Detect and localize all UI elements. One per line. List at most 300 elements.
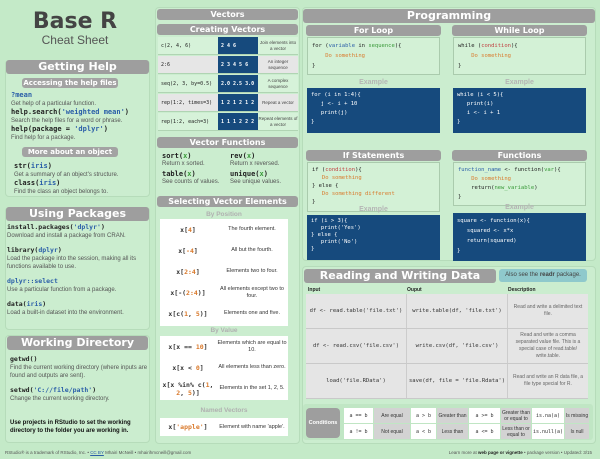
func-example-label: Example xyxy=(505,204,534,211)
code-token: 2:4 xyxy=(184,267,196,276)
function-code xyxy=(162,152,230,160)
code-token: x[ xyxy=(180,225,188,234)
select-code xyxy=(160,289,216,297)
function-arg: x xyxy=(183,152,188,160)
while-example xyxy=(453,88,586,133)
select-description: Elements in the set 1, 2, 5. xyxy=(219,385,285,391)
condition-meaning: Greater than xyxy=(437,408,468,423)
code-token: while ( xyxy=(458,43,482,49)
io-output: write.csv(df, 'file.csv') xyxy=(407,329,508,363)
code-token: ){ xyxy=(554,167,561,173)
code-line: } xyxy=(311,246,315,252)
wd-note: Use projects in RStudio to set the working directory to the folder you are working in. xyxy=(10,420,131,434)
vector-function xyxy=(230,152,298,168)
func-example xyxy=(453,213,586,261)
code-token: iris xyxy=(39,179,57,187)
help-item xyxy=(7,277,149,294)
code-token: x[x < xyxy=(172,363,196,372)
code-snippet xyxy=(7,246,149,255)
code-line: print(i) xyxy=(457,101,494,107)
col-description: Description xyxy=(508,287,536,293)
function-name: sort xyxy=(162,152,179,160)
by-value-label: By Value xyxy=(210,327,238,334)
code-token: } xyxy=(312,199,316,205)
vector-code: 2:6 xyxy=(161,61,171,68)
select-code xyxy=(160,247,216,255)
select-row xyxy=(160,261,288,282)
code-token: } xyxy=(458,63,462,69)
creating-vector-row xyxy=(158,75,298,93)
code-token: Do something xyxy=(458,53,511,59)
function-name: table xyxy=(162,170,184,178)
code-token: 'weighted mean' xyxy=(61,108,125,116)
code-token: ) xyxy=(47,162,52,170)
select-row xyxy=(160,219,288,240)
code-line: print('No') xyxy=(311,239,358,245)
vector-description: Repeat a vector xyxy=(262,99,294,105)
code-token: ){ xyxy=(511,43,518,49)
vector-function xyxy=(230,170,298,186)
code-token: x[-( xyxy=(170,288,187,297)
code-token: iris xyxy=(30,162,48,170)
help-item xyxy=(10,386,148,403)
paren: ( xyxy=(242,152,247,160)
code-line: print('Yes') xyxy=(311,225,361,231)
code-line: square <- function(x){ xyxy=(457,218,530,224)
code-snippet xyxy=(7,300,149,309)
code-line xyxy=(312,182,435,190)
vector-code: seq(2, 3, by=0.5) xyxy=(161,80,213,87)
code-snippet xyxy=(7,223,149,232)
code-token: for ( xyxy=(312,43,329,49)
code-line xyxy=(312,190,435,198)
code-line: } xyxy=(457,248,461,254)
code-token: 5 xyxy=(188,388,192,397)
help-item xyxy=(11,91,149,108)
select-code xyxy=(160,226,216,234)
selecting-elements-header: Selecting Vector Elements xyxy=(157,196,298,207)
code-token: x[ xyxy=(178,246,187,255)
code-token: 4 xyxy=(187,225,192,234)
code-token: class( xyxy=(14,179,40,187)
code-line xyxy=(458,41,581,51)
io-output: write.table(df, 'file.txt') xyxy=(407,294,508,328)
function-name: unique xyxy=(230,170,256,178)
paren: ( xyxy=(255,170,260,178)
code-token: library( xyxy=(7,246,39,254)
condition-meaning: Less than xyxy=(437,424,468,439)
code-token: ?mean xyxy=(11,91,33,99)
vector-description: An integer sequence xyxy=(267,58,289,70)
code-snippet xyxy=(11,108,149,117)
condition-operator: a == b xyxy=(344,408,373,423)
code-token: in xyxy=(355,43,369,49)
code-token: )] xyxy=(197,288,206,297)
vectors-header: Vectors xyxy=(157,9,298,20)
vector-output: 2.0 2.5 3.0 xyxy=(218,75,258,92)
packages-list xyxy=(7,223,149,323)
select-row xyxy=(160,240,288,261)
code-token: 1 xyxy=(205,380,210,389)
condition-operator: is.null(a) xyxy=(532,424,564,439)
code-token: ] xyxy=(191,225,196,234)
io-row xyxy=(306,294,588,329)
col-input: Input xyxy=(308,287,321,293)
select-code xyxy=(160,381,216,397)
help-item xyxy=(14,162,149,179)
code-token: <- function( xyxy=(501,167,545,173)
io-table-header xyxy=(306,287,588,293)
footer-author: Mhairi McNeill • mhairihmcneill@gmail.com xyxy=(103,450,192,455)
func-header: Functions xyxy=(452,150,587,161)
condition-operator: a <= b xyxy=(469,424,500,439)
code-token: 'C://file/path' xyxy=(33,386,93,394)
select-description: The fourth element. xyxy=(228,226,276,232)
code-token: ) xyxy=(100,223,105,231)
code-token: ] xyxy=(195,267,200,276)
code-token: iris xyxy=(26,300,43,308)
condition-meaning: Is null xyxy=(565,424,589,439)
select-row xyxy=(160,357,288,378)
code-token: ) xyxy=(42,300,47,308)
code-snippet xyxy=(11,91,149,100)
select-description: Elements one and five. xyxy=(224,310,280,316)
code-line: j <- i + 10 xyxy=(311,101,358,107)
license-link[interactable]: CC BY xyxy=(90,450,104,455)
code-snippet xyxy=(14,162,149,171)
function-code xyxy=(230,170,298,178)
function-arg: x xyxy=(259,170,264,178)
code-token: x[ xyxy=(168,423,177,431)
description: Load the package into the session, making all its functions available to use. xyxy=(7,256,137,270)
paren: ) xyxy=(191,170,196,178)
description: Use a particular function from a package. xyxy=(7,287,117,293)
code-token: 2 xyxy=(176,388,181,397)
io-row xyxy=(306,329,588,364)
code-token: help(package = xyxy=(11,125,75,133)
io-table xyxy=(306,294,588,399)
select-row xyxy=(160,378,288,399)
function-code xyxy=(230,152,298,160)
code-line xyxy=(312,61,435,71)
code-token: ) xyxy=(56,179,61,187)
io-header: Reading and Writing Data xyxy=(304,269,496,283)
code-token: Do something xyxy=(312,175,362,181)
code-line: } else { xyxy=(311,232,338,238)
select-code xyxy=(160,310,216,318)
code-token: ) xyxy=(534,185,538,191)
select-code xyxy=(160,268,216,276)
if-template xyxy=(307,162,440,212)
code-line: for (i in 1:4){ xyxy=(311,92,361,98)
code-token: ) xyxy=(92,386,97,394)
code-token: variable xyxy=(328,43,356,49)
code-line xyxy=(458,51,581,61)
for-template xyxy=(307,37,440,75)
vector-output: 2 4 6 xyxy=(218,37,258,54)
code-line: i <- i + 1 xyxy=(457,110,501,116)
code-token: x[ xyxy=(176,267,185,276)
code-token: ) xyxy=(57,246,62,254)
code-token: 'apple' xyxy=(176,423,204,431)
code-token: 0 xyxy=(195,363,200,372)
code-token: var xyxy=(544,167,555,173)
io-description: Read and write a delimited text file. xyxy=(513,304,583,317)
code-line xyxy=(312,198,435,206)
code-token: x[c( xyxy=(168,309,185,318)
code-token: ) xyxy=(103,125,108,133)
col-output: Ouput xyxy=(407,287,422,293)
code-token: , xyxy=(188,309,196,318)
code-line xyxy=(312,166,435,174)
io-description: Read and write an R data file, a file type special for R. xyxy=(512,374,584,387)
code-token: if ( xyxy=(312,167,326,173)
code-token: 'dplyr' xyxy=(74,125,104,133)
by-value-table xyxy=(160,336,288,400)
code-token: dplyr xyxy=(38,246,58,254)
object-subheader: More about an object xyxy=(22,147,118,157)
condition-operator: a > b xyxy=(411,408,436,423)
help-item xyxy=(11,125,149,142)
code-token: Do something different xyxy=(312,191,395,197)
code-token: } xyxy=(458,194,462,200)
footer-trademark: RStudio® is a trademark of RStudio, Inc. • xyxy=(5,450,91,455)
select-row xyxy=(160,336,288,357)
code-snippet xyxy=(14,179,149,188)
help-item xyxy=(7,223,149,240)
function-arg: x xyxy=(187,170,192,178)
condition-operator: a != b xyxy=(344,424,373,439)
io-output: save(df, file = 'file.Rdata') xyxy=(407,364,508,398)
while-header: While Loop xyxy=(452,25,587,36)
code-line: squared <- x*x xyxy=(457,228,514,234)
function-arg: x xyxy=(246,152,252,160)
help-item xyxy=(7,246,149,271)
select-description: Element with name 'apple'. xyxy=(219,423,285,430)
paren: ) xyxy=(187,152,192,160)
help-item xyxy=(10,355,148,380)
vector-description: Repeat elements of a vector xyxy=(258,115,298,127)
code-token: function_name xyxy=(458,167,502,173)
readr-note[interactable] xyxy=(499,269,587,282)
by-position-table xyxy=(160,219,288,326)
if-header: If Statements xyxy=(306,150,441,161)
footer-learn: Learn more at xyxy=(448,450,479,455)
description: Download and install a package from CRAN. xyxy=(7,233,126,239)
code-token: help.search( xyxy=(11,108,62,116)
code-line: if (i > 3){ xyxy=(311,218,348,224)
vector-output: 1 2 1 2 1 2 xyxy=(218,94,258,111)
code-line xyxy=(458,61,581,71)
code-token: str( xyxy=(14,162,31,170)
code-snippet xyxy=(11,125,149,134)
code-token: Do something xyxy=(458,176,511,182)
code-line xyxy=(458,175,581,184)
io-input: df <- read.table('file.txt') xyxy=(306,294,407,328)
code-token: condition xyxy=(481,43,511,49)
condition-operator: is.na(a) xyxy=(532,408,564,423)
select-description: All but the fourth. xyxy=(231,247,273,253)
function-name: rev xyxy=(230,152,243,160)
code-token: setwd( xyxy=(10,386,34,394)
vector-code: c(2, 4, 6) xyxy=(161,42,192,49)
code-token: 5 xyxy=(195,309,200,318)
wd-header: Working Directory xyxy=(7,336,148,350)
select-description: Elements two to four. xyxy=(226,268,278,274)
code-token: Do something xyxy=(312,53,365,59)
description: Search the help files for a word or phrase. xyxy=(11,118,123,124)
code-token: x[x == xyxy=(168,342,196,351)
code-line xyxy=(458,166,581,175)
code-token: ] xyxy=(203,423,208,431)
if-example-label: Example xyxy=(359,206,388,213)
select-code xyxy=(160,423,216,431)
code-line: return(squared) xyxy=(457,238,517,244)
select-row xyxy=(160,282,288,303)
code-token: getwd() xyxy=(10,355,38,363)
code-token: ) xyxy=(124,108,130,116)
code-token: return( xyxy=(458,185,495,191)
footer-left xyxy=(5,450,191,455)
code-line xyxy=(458,193,581,202)
for-example-label: Example xyxy=(359,79,388,86)
paren: ( xyxy=(183,170,188,178)
vector-functions-header: Vector Functions xyxy=(157,137,298,148)
title-block xyxy=(0,10,150,47)
code-token: } else { xyxy=(312,183,339,189)
object-list xyxy=(14,162,149,196)
condition-meaning: Are equal xyxy=(374,408,410,423)
help-item xyxy=(11,108,149,125)
named-vectors-table xyxy=(160,418,288,436)
code-snippet xyxy=(7,277,149,286)
vector-output: 1 1 1 2 2 2 xyxy=(218,113,258,130)
code-token: , xyxy=(180,388,188,397)
creating-vector-row xyxy=(158,37,298,55)
code-token: 2:4 xyxy=(186,288,198,297)
code-snippet xyxy=(10,355,148,364)
readr-note-pre: Also see the xyxy=(505,272,540,278)
condition-meaning: Less than or equal to xyxy=(502,425,530,438)
wd-list xyxy=(10,355,148,409)
code-token: condition xyxy=(325,167,356,173)
code-token: x[x %in% c( xyxy=(162,380,206,389)
help-item xyxy=(7,300,149,317)
named-vectors-label: Named Vectors xyxy=(200,407,248,414)
code-token: ){ xyxy=(394,43,402,49)
title: Base R xyxy=(32,9,118,34)
code-token: data( xyxy=(7,300,27,308)
code-token: 10 xyxy=(195,342,204,351)
vector-code: rep(1:2, each=3) xyxy=(161,118,210,125)
select-description: Elements which are equal to 10. xyxy=(217,339,287,353)
func-template xyxy=(453,162,586,206)
code-token: ] xyxy=(203,342,208,351)
code-snippet xyxy=(10,386,148,395)
description: Get a summary of an object's structure. xyxy=(14,172,119,178)
subtitle: Cheat Sheet xyxy=(41,33,109,47)
code-line xyxy=(312,51,435,61)
vector-function xyxy=(162,170,230,186)
condition-meaning: Is missing xyxy=(565,408,589,423)
select-code xyxy=(160,364,216,372)
by-position-label: By Position xyxy=(206,211,242,218)
code-token: )] xyxy=(191,388,200,397)
select-description: All elements except two to four. xyxy=(220,285,284,299)
footer-version: • package version • Updated: 3/15 xyxy=(522,450,592,455)
code-token: } xyxy=(312,63,316,69)
condition-operator: a >= b xyxy=(469,408,500,423)
code-token: install.packages( xyxy=(7,223,74,231)
vector-function xyxy=(162,152,230,168)
for-header: For Loop xyxy=(306,25,441,36)
vector-output: 2 3 4 5 6 xyxy=(218,56,258,73)
select-row xyxy=(160,418,288,436)
code-line xyxy=(312,41,435,51)
description: Find the current working directory (where inputs are found and outputs are sent). xyxy=(10,365,148,379)
vector-description: Join elements into a vector xyxy=(259,39,297,51)
code-line xyxy=(312,174,435,182)
description: Find the class an object belongs to. xyxy=(14,189,109,195)
description: Load a built-in dataset into the environment. xyxy=(7,310,124,316)
paren: ( xyxy=(178,152,184,160)
paren: ) xyxy=(263,170,268,178)
code-token: dplyr::select xyxy=(7,277,58,285)
code-token: -4 xyxy=(186,246,194,255)
creating-vector-row xyxy=(158,56,298,74)
webpage-link[interactable]: web page or vignette xyxy=(478,450,523,455)
help-files-subheader: Accessing the help files xyxy=(23,79,117,87)
condition-operator: a < b xyxy=(411,424,436,439)
paren: ) xyxy=(251,152,256,160)
creating-vector-row xyxy=(158,94,298,112)
description: Get help of a particular function. xyxy=(11,101,97,107)
select-description: All elements less than zero. xyxy=(218,364,286,370)
code-token: , xyxy=(209,380,214,389)
help-files-list xyxy=(11,91,149,142)
if-example xyxy=(307,215,440,260)
while-example-label: Example xyxy=(505,79,534,86)
vector-description: A complex sequence xyxy=(267,77,289,89)
io-input: df <- read.csv('file.csv') xyxy=(306,329,407,363)
code-token: new_variable xyxy=(494,185,535,191)
programming-header: Programming xyxy=(303,9,595,23)
function-code xyxy=(162,170,230,178)
function-description: See counts of values. xyxy=(162,179,220,185)
while-template xyxy=(453,37,586,75)
code-line: while (i < 5){ xyxy=(457,92,504,98)
footer-right xyxy=(449,450,592,455)
code-token: ){ xyxy=(355,167,362,173)
function-description: Return x reversed. xyxy=(230,161,280,167)
condition-meaning: Greater than or equal to xyxy=(501,409,531,422)
for-example xyxy=(307,88,440,133)
code-token: ] xyxy=(193,246,198,255)
code-token: ] xyxy=(199,363,204,372)
code-token: )] xyxy=(199,309,208,318)
readr-link[interactable]: readr xyxy=(539,272,555,278)
select-code xyxy=(160,343,216,351)
select-row xyxy=(160,303,288,324)
description: Change the current working directory. xyxy=(10,396,110,402)
conditions-label: Conditions xyxy=(306,408,340,438)
code-line: } xyxy=(457,119,461,125)
creating-vectors-header: Creating Vectors xyxy=(157,24,298,35)
condition-meaning: Not equal xyxy=(374,424,410,439)
code-token: sequence xyxy=(368,43,395,49)
function-description: See unique values. xyxy=(230,179,282,185)
code-line xyxy=(458,184,581,193)
